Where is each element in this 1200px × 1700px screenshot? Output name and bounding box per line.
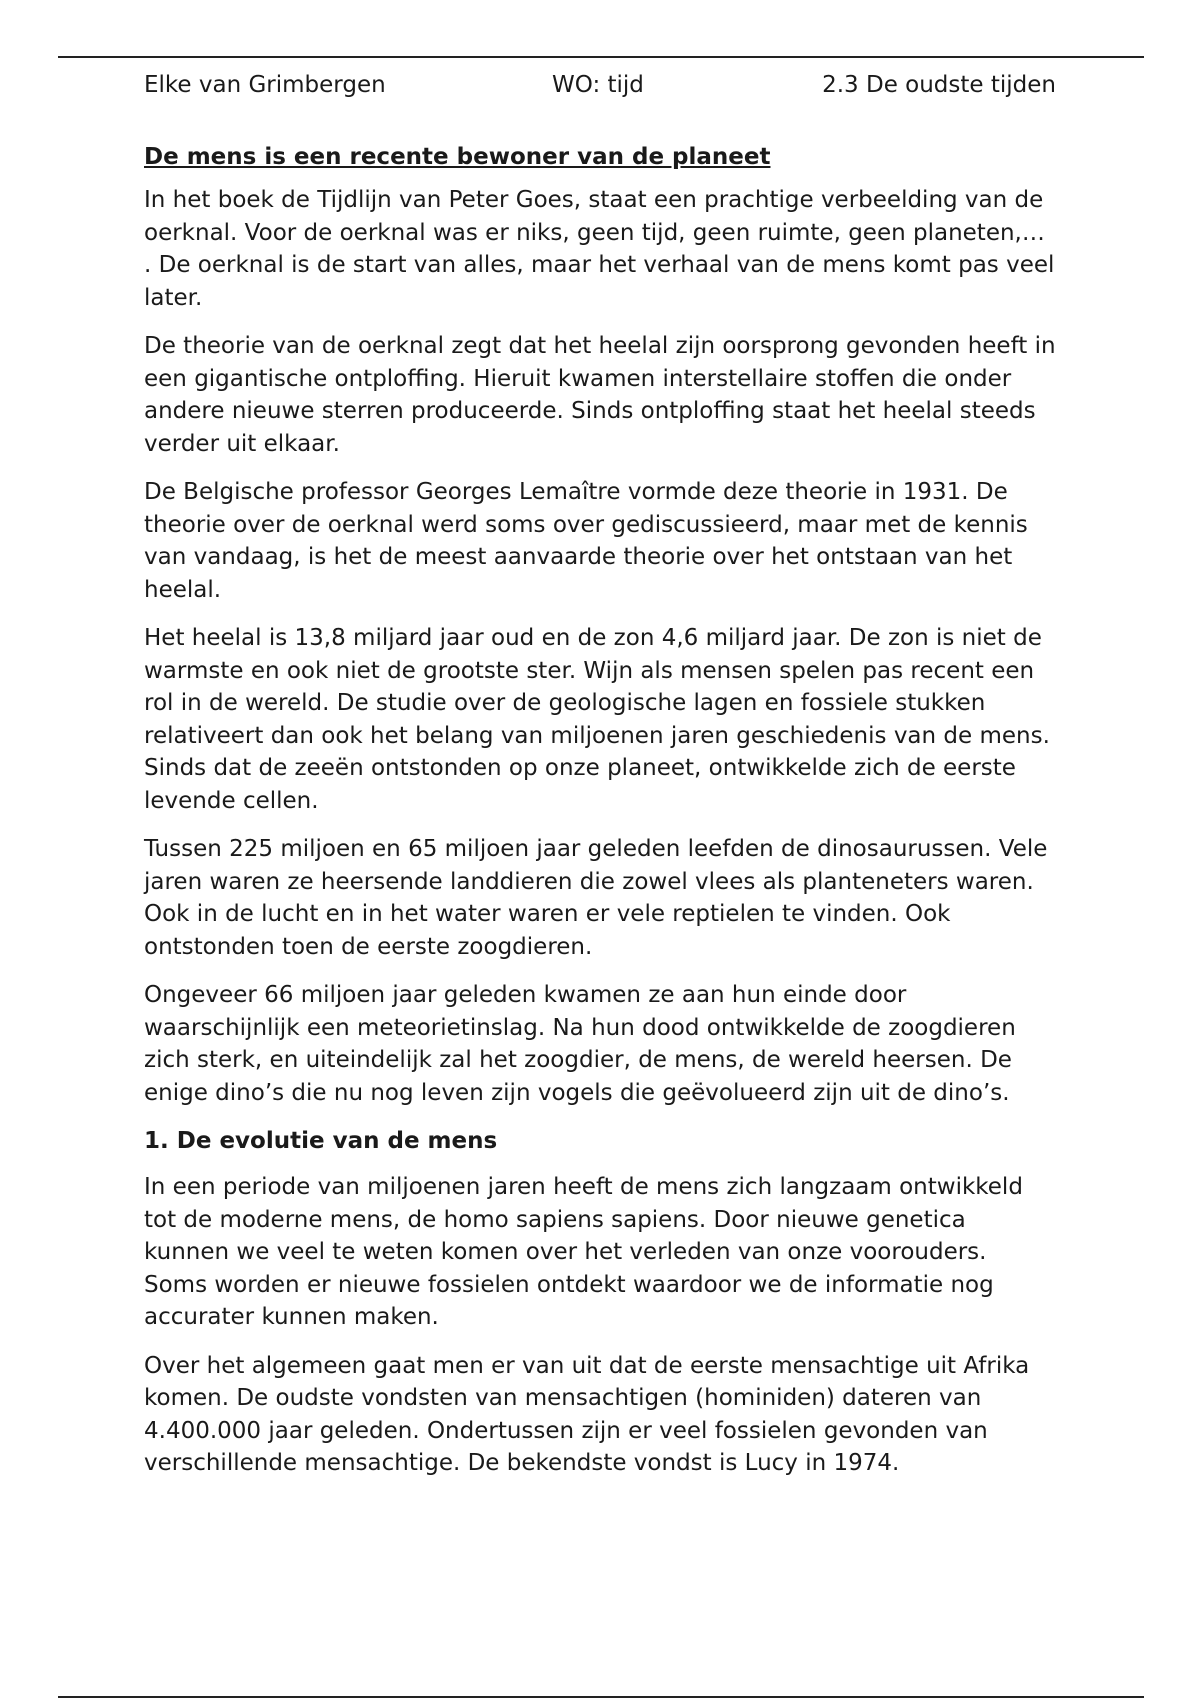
header-subject: WO: tijd (552, 72, 644, 98)
page-title: De mens is een recente bewoner van de planeet (144, 144, 771, 170)
paragraph-dinosaurussen: Tussen 225 miljoen en 65 miljoen jaar geleden leefden de dinosaurussen. Vele jaren waren ze heersende landdieren die zowel vlees als planteneters waren. Ook in de lucht en in het water waren er vele reptielen te vinden. Ook ontstonden toen de eerste zoogdieren. (144, 836, 1048, 960)
footer-rule (58, 1696, 1144, 1698)
paragraph-einde-dino: Ongeveer 66 miljoen jaar geleden kwamen ze aan hun einde door waarschijnlijk een meteorietinslag. Na hun dood ontwikkelde de zoogdieren zich sterk, en uiteindelijk zal het zoogdier, de mens, de wereld heersen. De enige dino’s die nu nog leven zijn vogels die geëvolueerd zijn uit de dino’s. (144, 982, 1016, 1106)
paragraph-evolutie: In een periode van miljoenen jaren heeft de mens zich langzaam ontwikkeld tot de moderne mens, de homo sapiens sapiens. Door nieuwe genetica kunnen we veel te weten komen over het verleden van onze voorouders. Soms worden er nieuwe fossielen ontdekt waardoor we de informatie nog accurater kunnen maken. (144, 1174, 1023, 1330)
paragraph-oerknal-intro: In het boek de Tijdlijn van Peter Goes, staat een prachtige verbeelding van de oerknal. Voor de oerknal was er niks, geen tijd, geen ruimte, geen planeten,… . De oerknal is de start van alles, maar het verhaal van de mens komt pas veel later. (144, 187, 1055, 311)
page-header (144, 70, 1056, 100)
header-chapter: 2.3 De oudste tijden (822, 72, 1056, 98)
paragraph-oerknal-theorie: De theorie van de oerknal zegt dat het heelal zijn oorsprong gevonden heeft in een gigantische ontploffing. Hieruit kwamen interstellaire stoffen die onder andere nieuwe sterren produceerde. Sinds ontploffing staat het heelal steeds verder uit elkaar. (144, 333, 1056, 457)
paragraph-lemaitre: De Belgische professor Georges Lemaître vormde deze theorie in 1931. De theorie over de oerknal werd soms over gediscussieerd, maar met de kennis van vandaag, is het de meest aanvaarde theorie over het ontstaan van het heelal. (144, 479, 1028, 603)
paragraph-afrika: Over het algemeen gaat men er van uit dat de eerste mensachtige uit Afrika komen. De oudste vondsten van mensachtigen (hominiden) dateren van 4.400.000 jaar geleden. Ondertussen zijn er veel fossielen gevonden van verschillende mensachtige. De bekendste vondst is Lucy in 1974. (144, 1352, 1030, 1476)
paragraph-heelal-leeftijd: Het heelal is 13,8 miljard jaar oud en de zon 4,6 miljard jaar. De zon is niet de warmste en ook niet de grootste ster. Wijn als mensen spelen pas recent een rol in de wereld. De studie over de geologische lagen en fossiele stukken relativeert dan ook het belang van miljoenen jaren geschiedenis van de mens. Sinds dat de zeeën ontstonden op onze planeet, ontwikkelde zich de eerste levende cellen. (144, 625, 1050, 814)
section-heading-evolutie: 1. De evolutie van de mens (144, 1128, 498, 1154)
header-rule (58, 56, 1144, 58)
header-author: Elke van Grimbergen (144, 72, 386, 98)
document-body (144, 140, 1056, 1496)
